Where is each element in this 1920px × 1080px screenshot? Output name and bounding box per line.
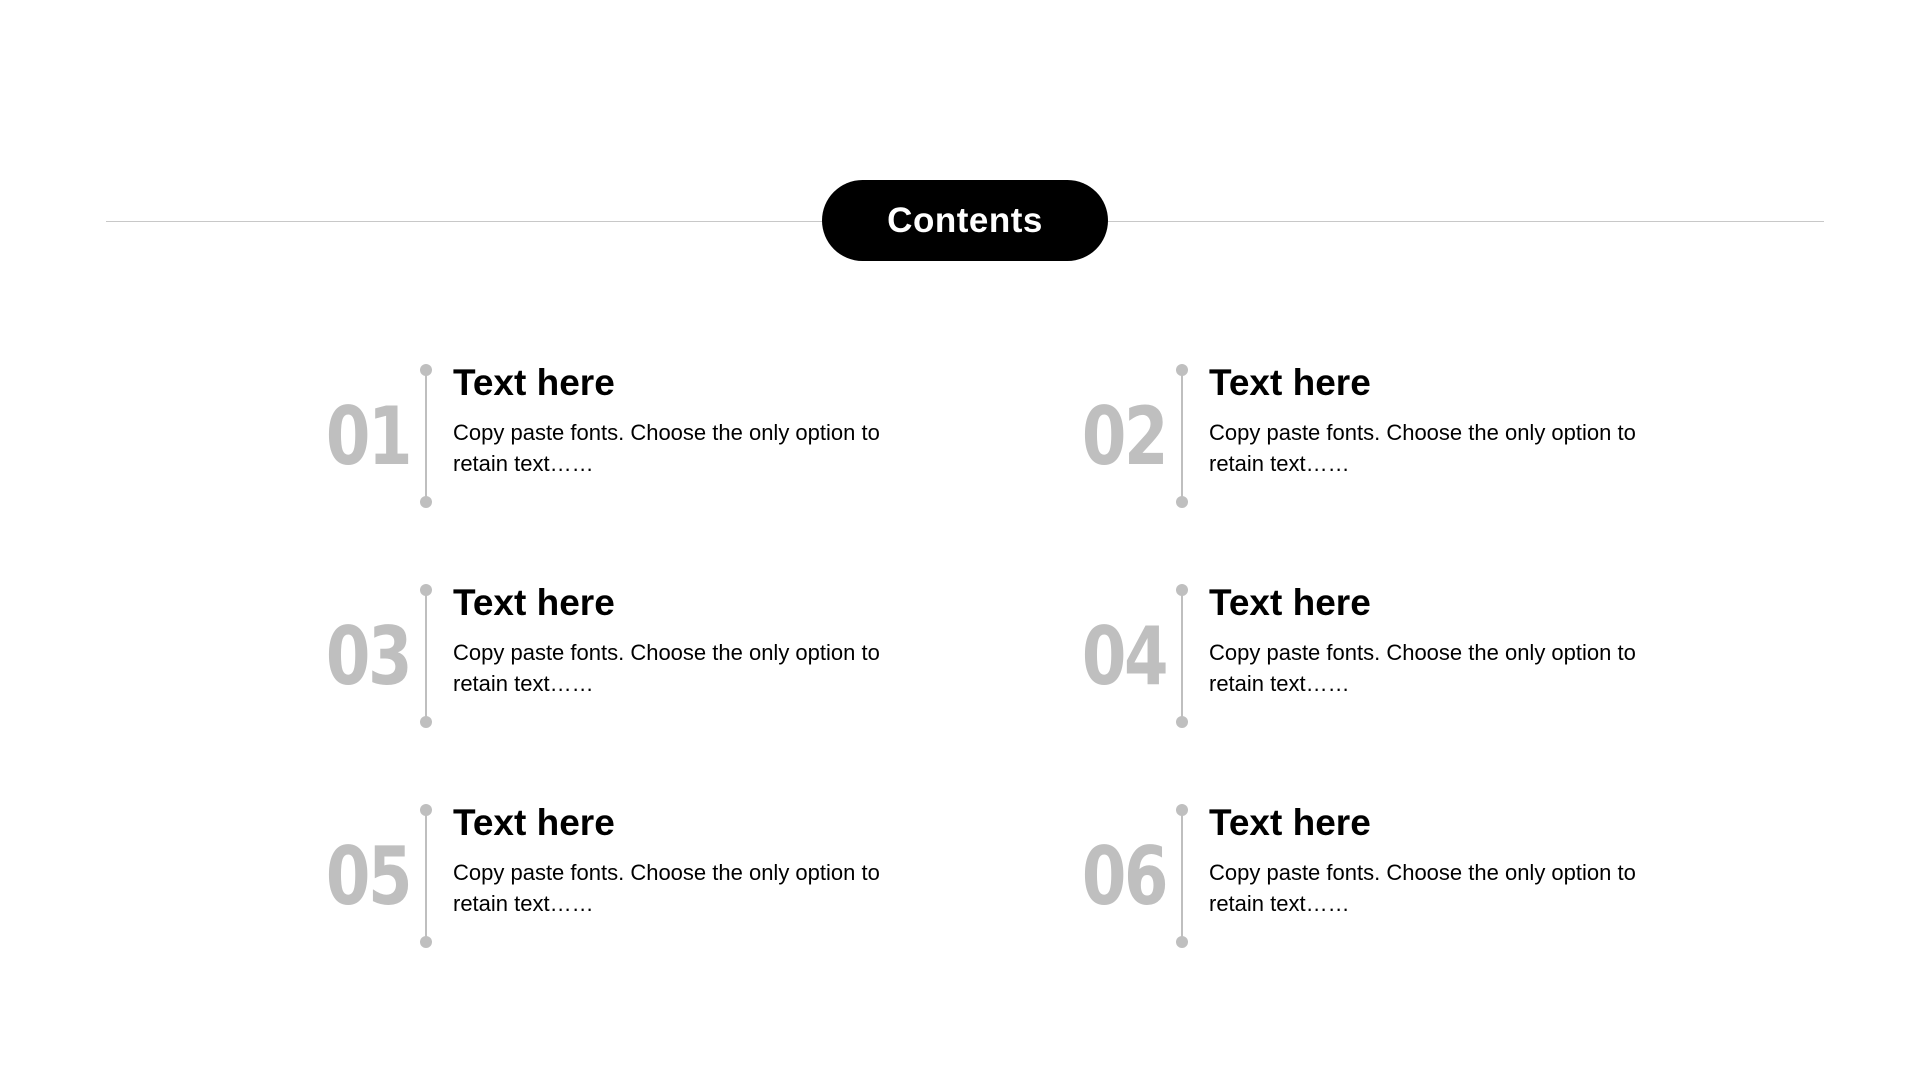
item-dot-top xyxy=(420,584,432,596)
contents-item xyxy=(308,364,928,508)
item-dot-top xyxy=(1176,584,1188,596)
item-number: 05 xyxy=(325,829,411,923)
item-title: Text here xyxy=(453,362,615,403)
item-vertical-line xyxy=(425,809,427,941)
item-description: Copy paste fonts. Choose the only option to retain text…… xyxy=(453,640,880,696)
item-dot-bottom xyxy=(420,936,432,948)
item-dot-bottom xyxy=(1176,716,1188,728)
item-number: 06 xyxy=(1081,829,1167,923)
item-dot-bottom xyxy=(420,716,432,728)
item-description: Copy paste fonts. Choose the only option to retain text…… xyxy=(453,860,880,916)
contents-item xyxy=(1064,804,1684,948)
item-dot-top xyxy=(1176,804,1188,816)
item-description: Copy paste fonts. Choose the only option to retain text…… xyxy=(1209,640,1636,696)
item-vertical-line xyxy=(1181,809,1183,941)
item-number: 04 xyxy=(1081,609,1167,703)
contents-title-pill xyxy=(822,180,1108,261)
contents-item xyxy=(1064,584,1684,728)
item-number: 02 xyxy=(1081,389,1167,483)
item-vertical-line xyxy=(1181,369,1183,501)
item-number: 01 xyxy=(325,389,411,483)
item-dot-bottom xyxy=(1176,936,1188,948)
contents-item xyxy=(1064,364,1684,508)
item-dot-bottom xyxy=(1176,496,1188,508)
contents-item xyxy=(308,584,928,728)
item-title: Text here xyxy=(1209,362,1371,403)
contents-title: Contents xyxy=(887,200,1043,240)
item-title: Text here xyxy=(1209,582,1371,623)
contents-item xyxy=(308,804,928,948)
item-dot-top xyxy=(1176,364,1188,376)
item-description: Copy paste fonts. Choose the only option to retain text…… xyxy=(1209,860,1636,916)
item-vertical-line xyxy=(425,369,427,501)
item-description: Copy paste fonts. Choose the only option to retain text…… xyxy=(453,420,880,476)
item-vertical-line xyxy=(1181,589,1183,721)
item-vertical-line xyxy=(425,589,427,721)
item-dot-bottom xyxy=(420,496,432,508)
item-dot-top xyxy=(420,364,432,376)
item-title: Text here xyxy=(453,582,615,623)
item-number: 03 xyxy=(325,609,411,703)
item-description: Copy paste fonts. Choose the only option to retain text…… xyxy=(1209,420,1636,476)
item-dot-top xyxy=(420,804,432,816)
item-title: Text here xyxy=(1209,802,1371,843)
item-title: Text here xyxy=(453,802,615,843)
